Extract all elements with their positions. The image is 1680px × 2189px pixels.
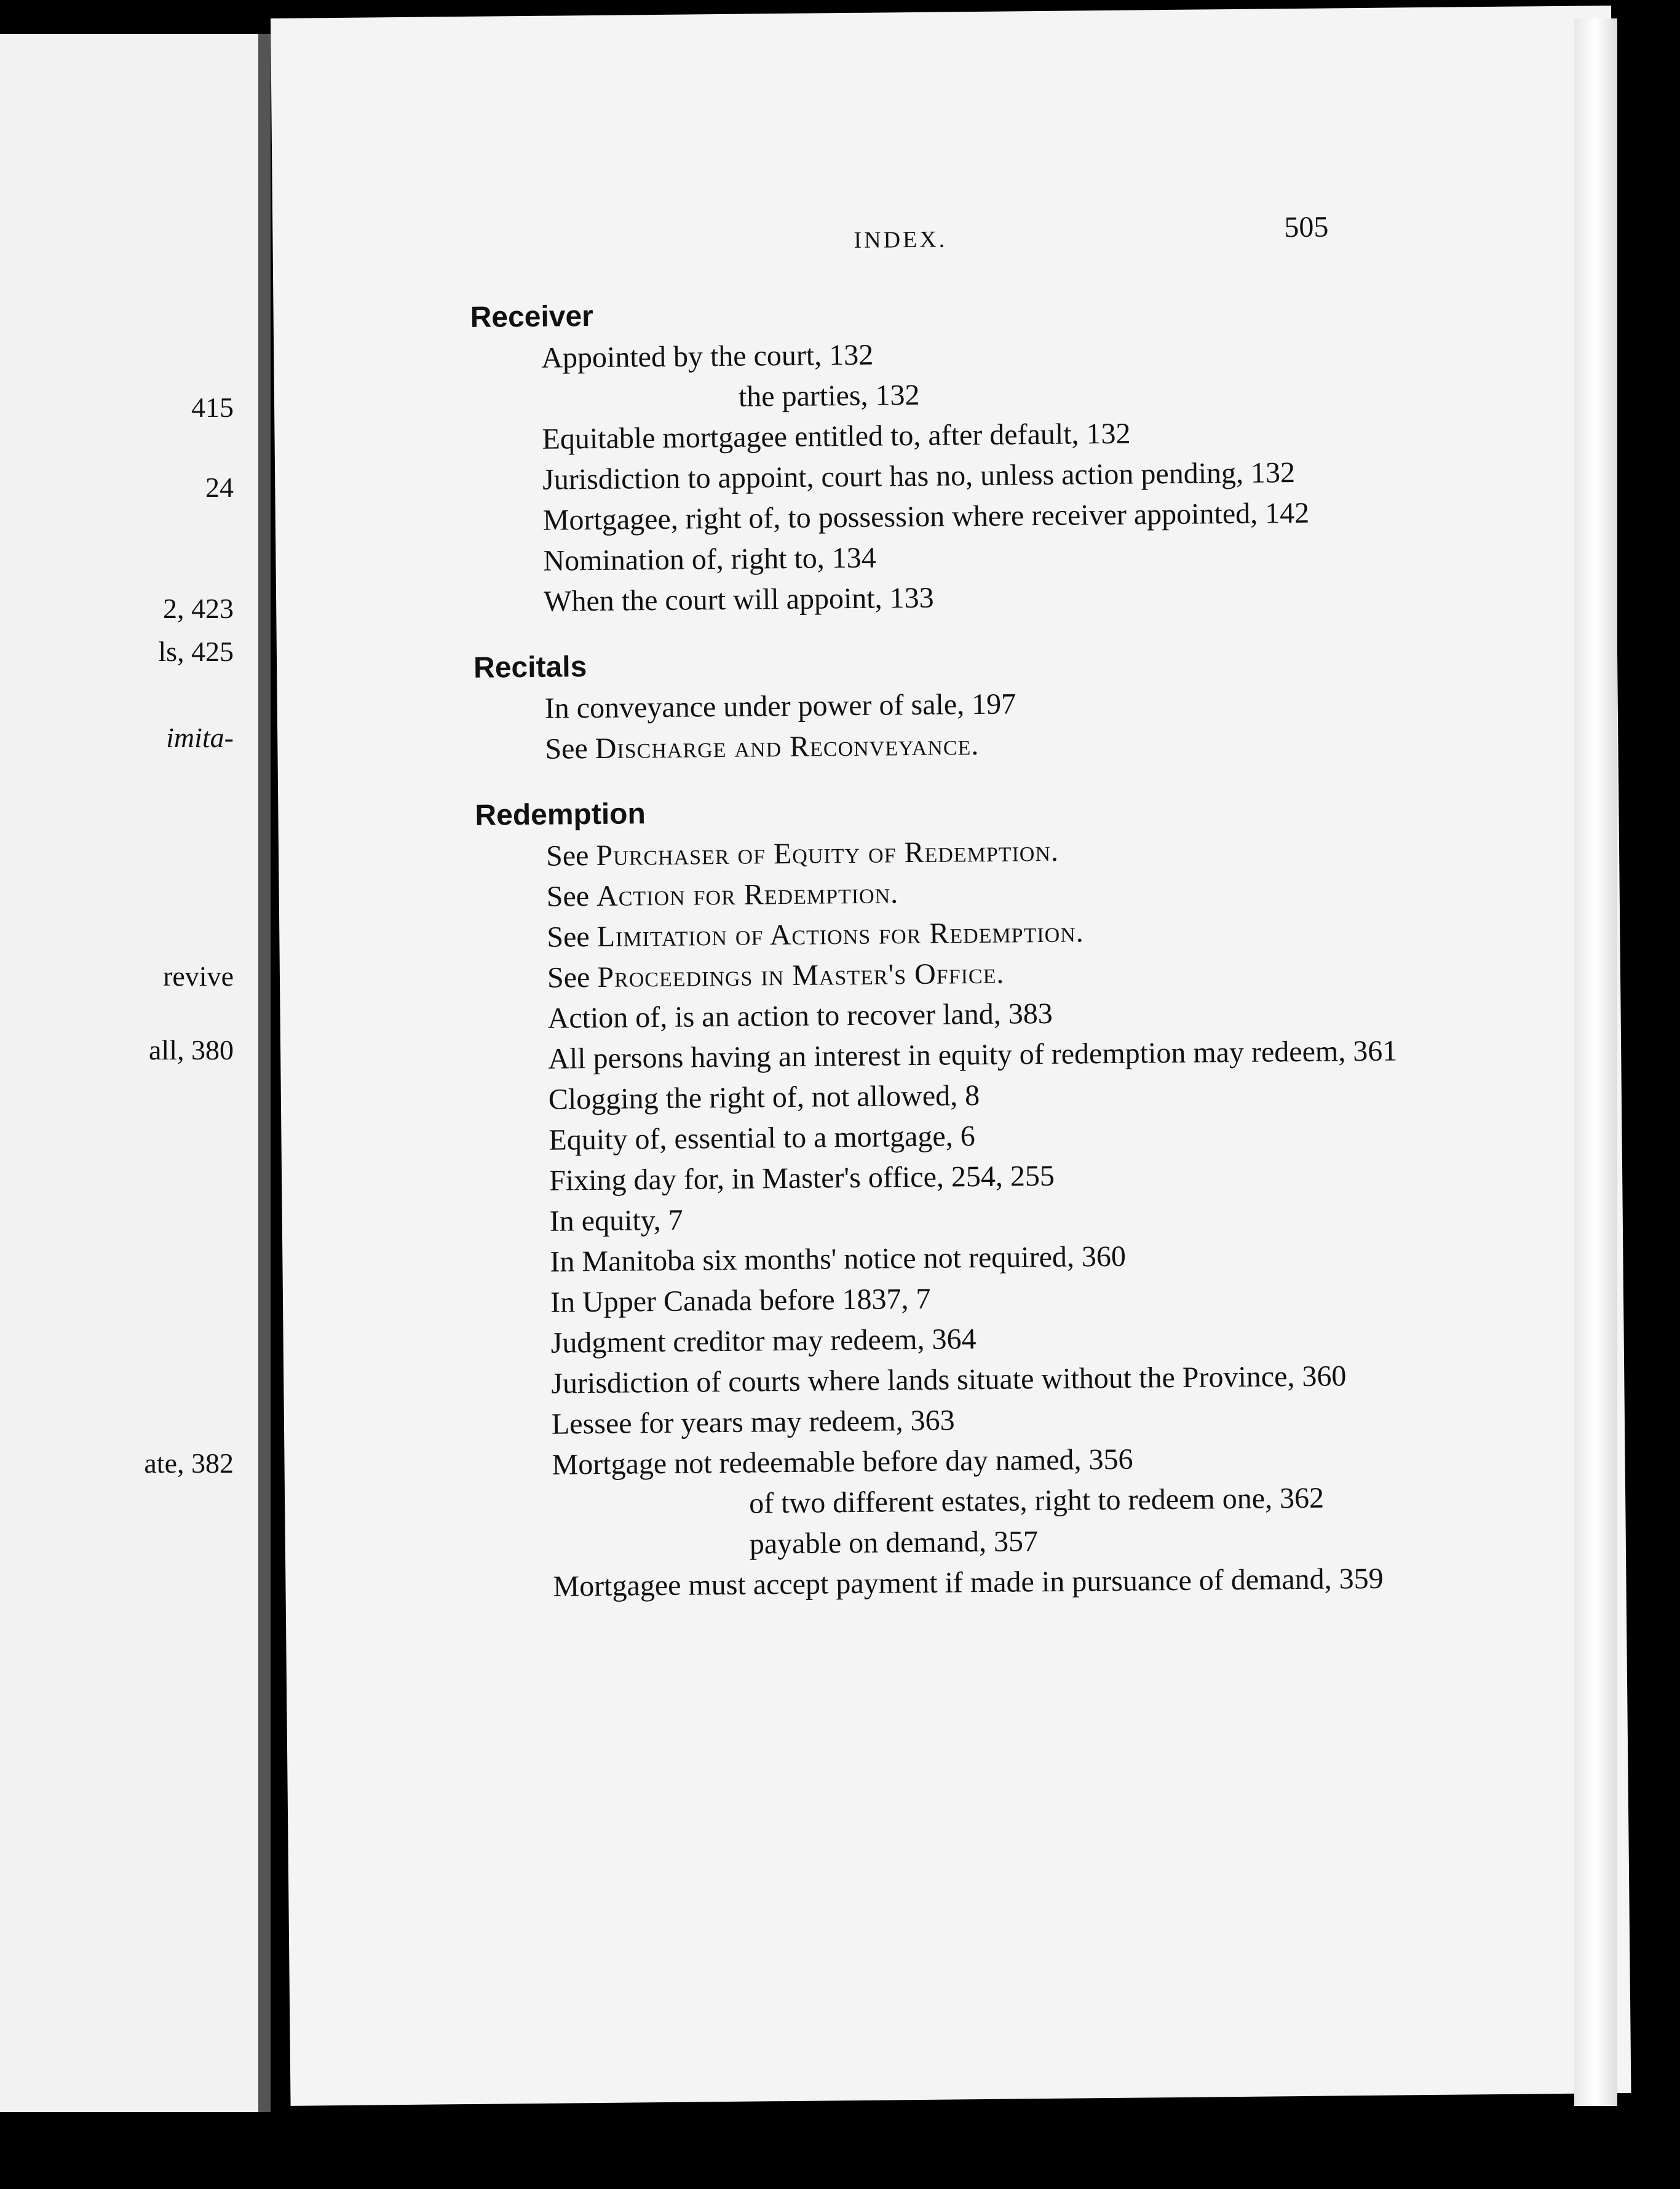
index-entry: When the court will appoint, 133 — [543, 581, 934, 618]
index-entry: Appointed by the court, 132 — [541, 338, 874, 374]
left-page-fragment: ls, 425 — [158, 636, 234, 667]
index-section — [475, 788, 1504, 1608]
index-entries — [475, 827, 1504, 1608]
index-entry: All persons having an interest in equity of redemption may redeem, 361 — [548, 1034, 1398, 1075]
index-entry: See Proceedings in Master's Office. — [547, 957, 1005, 994]
left-page-fragment: 2, 423 — [163, 593, 234, 624]
index-entry: Clogging the right of, not allowed, 8 — [548, 1079, 980, 1116]
index-entry: In equity, 7 — [549, 1203, 683, 1238]
index-entry: Judgment creditor may redeem, 364 — [550, 1323, 977, 1360]
index-heading: Recitals — [473, 651, 587, 684]
index-entry: Equity of, essential to a mortgage, 6 — [549, 1120, 975, 1157]
cross-reference: Limitation of Actions for Redemption. — [596, 916, 1084, 953]
index-entry: Mortgagee must accept payment if made in pursuance of demand, 359 — [553, 1562, 1384, 1603]
index-entry: Lessee for years may redeem, 363 — [551, 1404, 955, 1441]
index-entries — [470, 329, 1494, 623]
left-page-fragment: 24 — [205, 472, 234, 503]
index-entry: Jurisdiction to appoint, court has no, unless action pending, 132 — [542, 456, 1296, 496]
index-section — [473, 640, 1496, 770]
left-page-fragment: all, 380 — [149, 1034, 234, 1066]
index-subentry: of two different estates, right to redeem one, 362 — [748, 1481, 1325, 1520]
cross-reference: Purchaser of Equity of Redemption. — [596, 834, 1060, 872]
index-entries — [473, 679, 1495, 770]
index-page — [271, 6, 1631, 2106]
left-page-fragment: ate, 382 — [144, 1447, 234, 1479]
cross-reference: Proceedings in Master's Office. — [597, 957, 1005, 994]
cross-reference: Discharge and Reconveyance. — [595, 728, 980, 765]
index-section — [470, 290, 1494, 623]
index-entry: See Purchaser of Equity of Redemption. — [545, 834, 1060, 873]
left-page-fragment: imita- — [166, 722, 234, 753]
index-entry: Mortgage not redeemable before day named, 356 — [552, 1443, 1133, 1481]
index-entry: Action of, is an action to recover land, 383 — [547, 997, 1053, 1035]
index-heading: Redemption — [475, 798, 646, 832]
index-entry: In Upper Canada before 1837, 7 — [550, 1282, 931, 1319]
index-heading: Receiver — [470, 299, 594, 334]
index-entry: Jurisdiction of courts where lands situate without the Province, 360 — [551, 1360, 1347, 1400]
left-page-fragment: 415 — [191, 392, 234, 423]
book-gutter — [258, 34, 271, 2112]
index-body — [470, 290, 1504, 1635]
index-entry: Nomination of, right to, 134 — [543, 541, 877, 577]
index-entry: See Action for Redemption. — [546, 877, 899, 913]
index-subentry: the parties, 132 — [738, 378, 920, 413]
cross-reference: Action for Redemption. — [596, 877, 899, 912]
index-entry: Fixing day for, in Master's office, 254, 255 — [549, 1159, 1055, 1197]
index-subentry: payable on demand, 357 — [749, 1525, 1039, 1561]
index-entry: Equitable mortgagee entitled to, after default, 132 — [542, 417, 1131, 456]
left-facing-page — [0, 34, 263, 2112]
index-entry: See Discharge and Reconveyance. — [545, 728, 980, 766]
index-entry: Mortgagee, right of, to possession where receiver appointed, 142 — [542, 496, 1310, 537]
index-entry: See Limitation of Actions for Redemption. — [547, 916, 1084, 954]
left-page-fragment: revive — [163, 960, 234, 992]
index-entry: In Manitoba six months' notice not required, 360 — [550, 1240, 1127, 1278]
page-edge — [1574, 18, 1617, 2106]
page-number: 505 — [1284, 210, 1329, 244]
index-entry: In conveyance under power of sale, 197 — [544, 687, 1016, 725]
running-head: INDEX. — [854, 226, 948, 253]
